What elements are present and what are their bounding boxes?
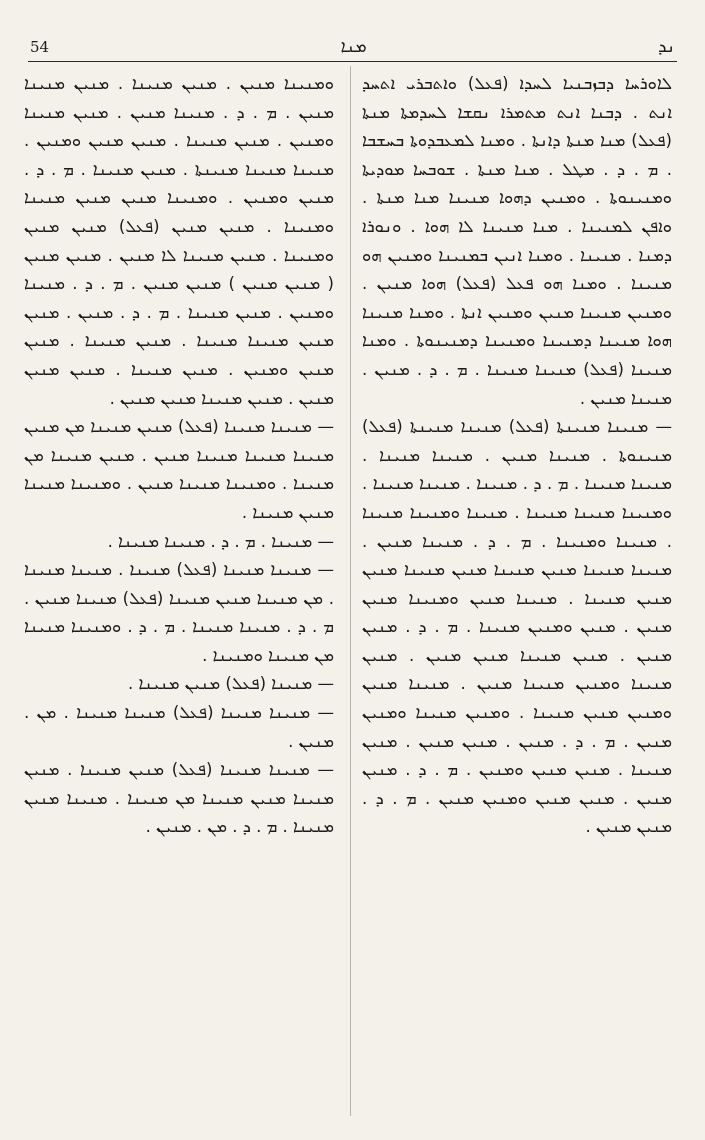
dictionary-entry: — ܡܢܝܢܐ . ܡ . ܕ . ܡܢܝܢܐ ܡܢܝܢܐ . (107, 531, 334, 551)
page-number: 54 (30, 38, 50, 56)
column-separator (350, 66, 351, 1116)
dictionary-entry: — ܡܢܝܢܐ ܡܢܝܢܐ (ܦܥܠ) ܡܢܝܢܐ ܡܢܝܢܐ . ܡܢ . ܡܢܝܢ . (24, 703, 334, 751)
dictionary-entry: — ܡܢܝܢܐ ܡܢܝܢܐ (ܦܥܠ) ܡܢܝܢ ܡܢܝܢܐ . ܡܢܝܢ ܡܢܝܢܐ ܡܢܝܢ ܡܢܝܢܐ ܡܢ ܡܢܝܢܐ . ܡܢܝܢܐ ܡܢܝܢ ܡܢܝܢܐ . ܡ . ܕ . ܡܢ . ܡܢܝܢ . (24, 760, 334, 837)
right-column (362, 70, 672, 1115)
dictionary-entry: ܘܡܢܝܢܐ ܡܢܝܢ . ܡܢܝܢ ܡܢܝܢܐ . ܡܢܝܢ ܡܢܝܢܐ ܡܢܝܢ . ܡ . ܕ . ܡܢܝܢܐ ܡܢܝܢ . ܡܢܝܢ ܡܢܝܢܐ ܘܡܢܝܢ . ܡܢܝܢ ܡܢܝܢܐ . ܡܢܝܢ ܡܢܝܢ ܘܡܢܝܢ . ܡܢܝܢܐ ܡܢܝܢܐ ܡܢܝܢܬܐ . ܡܢܝܢ ܡܢܝܢܐ . ܡ . ܕ . ܡܢܝܢ ܘܡܢܝܢ . ܘܡܢܝܢܐ ܡܢܝܢ ܡܢܝܢ ܡܢܝܢܐ ܘܡܢܝܢܐ . ܡܢܝܢ ܡܢܝܢ (ܦܥܠ) ܡܢܝܢ ܡܢܝܢ ܘܡܢܝܢܐ . ܡܢܝܢ ܡܢܝܢܐ ܠܐ ܡܢܝܢ . ܡܢܝܢ ܡܢܝܢ ( ܡܢܝܢ ܡܢܝܢ ) ܡܢܝܢ ܡܢܝܢ . ܡ . ܕ . ܡܢܝܢܐ ܘܡܢܝܢ . ܡܢܝܢ ܡܢܝܢܐ . ܡ . ܕ . ܡܢܝܢ . ܡܢܝܢ ܡܢܝܢ ܡܢܝܢܐ ܡܢܝܢܐ . ܡܢܝܢ ܡܢܝܢܐ . ܡܢܝܢ ܡܢܝܢ ܘܡܢܝܢ . ܡܢܝܢ ܡܢܝܢܐ . ܡܢܝܢ ܡܢܝܢ ܡܢܝܢ . ܡܢܝܢ ܡܢܝܢܐ ܡܢܝܢ ܡܢܝܢ . (24, 74, 334, 408)
dictionary-entry: — ܡܢܝܢܐ ܡܢܝܢܬܐ (ܦܥܠ) ܡܢܝܢܐ ܡܢܝܢܬܐ (ܦܥܠ) ܡܢܝܢܘܬܐ . ܡܢܝܢܐ ܡܢܝܢ . ܡܢܝܢܐ ܡܢܝܢܐ . ܡܢܝܢܐ ܡܢܝܢܐ . ܡ . ܕ . ܡܢܝܢܐ . ܡܢܝܢܐ ܡܢܝܢܐ . ܘܡܢܝܢܐ ܡܢܝܢܐ ܡܢܝܢܐ . ܡܢܝܢܐ ܘܡܢܝܢܐ ܡܢܝܢܐ . ܡܢܝܢܐ ܘܡܢܝܢܐ . ܡ . ܕ . ܡܢܝܢܐ ܡܢܝܢ . ܡܢܝܢܐ ܡܢܝܢܐ ܡܢܝܢ ܡܢܝܢܐ ܡܢܝܢ ܡܢܝܢܐ ܡܢܝܢ ܡܢܝܢ ܡܢܝܢܐ . ܡܢܝܢܐ ܡܢܝܢ ܘܡܢܝܢܐ ܡܢܝܢ ܡܢܝܢ . ܡܢܝܢ ܘܡܢܝܢ ܡܢܝܢܐ . ܡ . ܕ . ܡܢܝܢ ܡܢܝܢ . ܡܢܝܢ ܡܢܝܢܐ ܡܢܝܢ ܡܢܝܢ . ܡܢܝܢ ܡܢܝܢܐ ܘܡܢܝܢ ܡܢܝܢܐ ܡܢܝܢ . ܡܢܝܢܐ ܡܢܝܢ ܘܡܢܝܢ ܡܢܝܢ ܡܢܝܢܐ . ܘܡܢܝܢ ܡܢܝܢܐ ܘܡܢܝܢ ܡܢܝܢ . ܡ . ܕ . ܡܢܝܢ . ܡܢܝܢ ܡܢܝܢ . ܡܢܝܢ ܡܢܝܢܐ . ܡܢܝܢ ܡܢܝܢ ܘܡܢܝܢ . ܡ . ܕ . ܡܢܝܢ ܡܢܝܢ . ܡܢܝܢ ܡܢܝܢ ܘܡܢܝܢ ܡܢܝܢ . ܡ . ܕ . ܡܢܝܢ ܡܢܝܢ . (362, 417, 672, 837)
page-header (30, 34, 675, 60)
dictionary-entry: — ܡܢܝܢܐ (ܦܥܠ) ܡܢܝܢ ܡܢܝܢܐ . (128, 674, 334, 694)
running-head: ܡܢܐ (340, 37, 367, 57)
left-column (24, 70, 334, 1115)
dictionary-entry: — ܡܢܝܢܐ ܡܢܝܢܐ (ܦܥܠ) ܡܢܝܢ ܡܢܝܢܐ ܡܢ ܡܢܝܢ ܡܢܝܢܐ ܡܢܝܢܐ ܡܢܝܢܐ ܡܢܝܢ . ܡܢܝܢ ܡܢܝܢܐ ܡܢ ܡܢܝܢܐ . ܘܡܢܝܢܐ ܡܢܝܢܐ ܡܢܝܢ . ܘܡܢܝܢܐ ܡܢܝܢܐ ܡܢܝܢ ܡܢܝܢܐ . (24, 417, 334, 522)
header-rule (28, 61, 677, 62)
guide-word: ܢܕ (658, 37, 675, 57)
dictionary-entry: — ܡܢܝܢܐ ܡܢܝܢܐ (ܦܥܠ) ܡܢܝܢܐ . ܡܢܝܢܐ ܡܢܝܢܐ . ܡܢ ܡܢܝܢܐ ܡܢܝܢ ܡܢܝܢܐ (ܦܥܠ) ܡܢܝܢܐ ܡܢܝܢ . ܡ . ܕ . ܡܢܝܢܐ ܡܢܝܢܐ . ܡ . ܕ . ܘܡܢܝܢܐ ܡܢܝܢܐ ܡܢ ܡܢܝܢܐ ܘܡܢܝܢܐ . (24, 560, 334, 665)
dictionary-entry: ܠܐܘܪܚܐ ܕܒܙܒܢܝܐ ܠܚܕܐ (ܦܥܠ) ܘܐܬܒܪܝ ܐܬܚܕ ܐܢܬ . ܕܒܢܐ ܐܢܬ ܡܬܡܪܐ ܢܩܫܐ ܠܚܕܡܬܐ ܡܢܬܐ (ܦܥܠ) ܡܢܐ ܡܢܬܐ ܕܐܢܬܐ . ܘܡܢܐ ܠܡܥܒܕܘܬܐ ܒܚܫܒܐ . ܡ . ܕ . ܡܛܠ . ܡܢܐ ܡܢܬܐ . ܫܘܒܚܐ ܡܘܕܝܬܐ ܘܡܢܝܢܘܬܐ . ܘܡܢܝܢ ܕܗܘܐ ܡܢܝܢܐ ܡܢܐ ܡܢܬܐ . ܘܐܦܢ ܠܡܢܝܢܐ . ܡܢܐ ܡܢܝܢܐ ܠܐ ܗܘܐ . ܘܢܘܪܐ ܕܡܢܐ . ܡܢܝܢܐ . ܘܡܢܐ ܐܢܝܢ ܒܡܢܝܢܐ ܘܡܢܝܢ ܗܘ ܡܢܝܢܐ . ܘܡܢܐ ܗܘ ܦܥܠ (ܦܥܠ) ܗܘܐ ܡܢܝܢ . ܘܡܢܝܢ ܡܢܝܢܐ ܡܢܝܢ ܘܡܢܝܢ ܐܢܬܐ . ܘܡܢܐ ܡܢܝܢܐ ܗܘܐ ܡܢܝܢܐ ܕܡܢܝܢܐ ܘܡܢܝܢܐ ܕܡܢܝܢܘܬܐ . ܘܡܢܐ ܡܢܝܢܐ (ܦܥܠ) ܡܢܝܢܐ ܡܢܝܢܐ . ܡ . ܕ . ܡܢܝܢ . ܡܢܝܢܐ ܡܢܝܢ . (362, 74, 672, 408)
